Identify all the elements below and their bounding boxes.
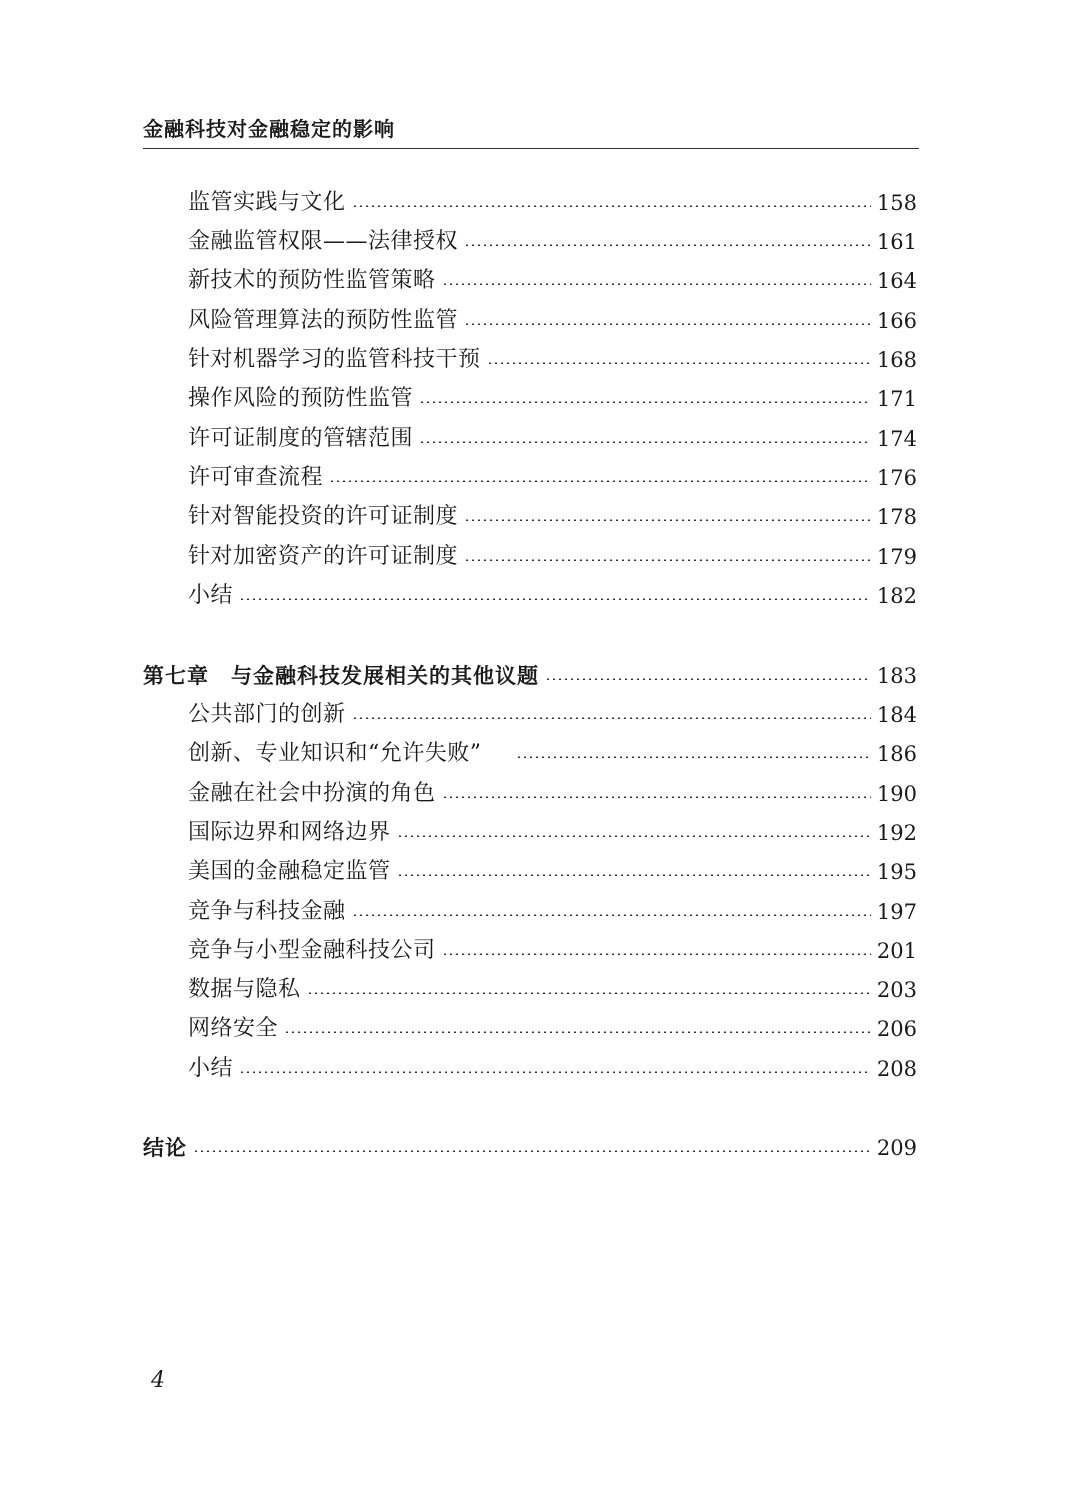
toc-entry[interactable] xyxy=(188,422,917,456)
dot-leader xyxy=(464,559,871,561)
toc-entry-title: 针对机器学习的监管科技干预 xyxy=(188,347,481,372)
toc-entry-title: 公共部门的创新 xyxy=(188,702,346,727)
toc-entry[interactable] xyxy=(188,895,917,929)
toc-entry-page: 201 xyxy=(876,939,917,963)
toc-entry-page: 171 xyxy=(876,387,917,411)
toc-entry-title: 小结 xyxy=(188,583,234,608)
page-number: 4 xyxy=(151,1368,165,1393)
toc-entry[interactable] xyxy=(188,855,917,889)
toc-entry[interactable] xyxy=(188,579,917,613)
dot-leader xyxy=(284,1031,871,1033)
toc-entry-title: 竞争与小型金融科技公司 xyxy=(188,938,436,963)
toc-entry-title: 网络安全 xyxy=(188,1016,279,1041)
toc-entry[interactable] xyxy=(188,934,917,968)
toc-entry-page: 209 xyxy=(876,1136,917,1160)
toc-entry-title: 数据与隐私 xyxy=(188,977,301,1002)
toc-entry[interactable] xyxy=(188,225,917,259)
toc-entry[interactable] xyxy=(188,186,917,220)
toc-entry-title: 竞争与科技金融 xyxy=(188,899,346,924)
toc-entry[interactable] xyxy=(188,264,917,298)
toc-entry-page: 186 xyxy=(876,742,917,766)
dot-leader xyxy=(464,244,871,246)
toc-entry-page: 166 xyxy=(876,309,917,333)
toc-entry-page: 178 xyxy=(876,505,917,529)
toc-entry-title: 新技术的预防性监管策略 xyxy=(188,268,436,293)
toc-entry[interactable] xyxy=(188,698,917,732)
toc-entry-title: 针对智能投资的许可证制度 xyxy=(188,504,459,529)
toc-entry-title: 风险管理算法的预防性监管 xyxy=(188,308,459,333)
running-title: 金融科技对金融稳定的影响 xyxy=(143,117,395,141)
toc-entry-title: 国际边界和网络边界 xyxy=(188,820,391,845)
toc-entry[interactable] xyxy=(188,973,917,1007)
dot-leader xyxy=(419,441,871,443)
toc-chapter-title: 结论 xyxy=(143,1136,187,1160)
header-rule xyxy=(143,148,919,149)
toc-entry-page: 174 xyxy=(876,427,917,451)
toc-chapter-entry[interactable] xyxy=(143,659,917,693)
dot-leader xyxy=(397,874,871,876)
dot-leader xyxy=(397,835,871,837)
toc-entry-title: 金融在社会中扮演的角色 xyxy=(188,781,436,806)
toc-entry-page: 182 xyxy=(876,584,917,608)
dot-leader xyxy=(239,598,871,600)
dot-leader xyxy=(464,323,871,325)
toc-entry-title: 小结 xyxy=(188,1056,234,1081)
toc-chapter-title: 第七章 与金融科技发展相关的其他议题 xyxy=(143,664,539,688)
toc-entry-page: 158 xyxy=(876,191,917,215)
toc-entry-page: 192 xyxy=(876,821,917,845)
toc-entry-page: 168 xyxy=(876,348,917,372)
toc-entry-page: 183 xyxy=(876,664,917,688)
toc-entry[interactable] xyxy=(188,737,917,771)
toc-entry-page: 208 xyxy=(876,1057,917,1081)
toc-entry-page: 197 xyxy=(876,900,917,924)
toc-entry-title: 美国的金融稳定监管 xyxy=(188,859,391,884)
toc-entry[interactable] xyxy=(188,540,917,574)
toc-entry-page: 176 xyxy=(876,466,917,490)
dot-leader xyxy=(545,678,871,680)
dot-leader xyxy=(442,283,871,285)
toc-entry[interactable] xyxy=(188,1052,917,1086)
toc-entry-page: 184 xyxy=(876,703,917,727)
toc-entry-page: 179 xyxy=(876,545,917,569)
toc-entry-page: 190 xyxy=(876,782,917,806)
toc-entry-page: 164 xyxy=(876,269,917,293)
dot-leader xyxy=(442,796,871,798)
toc-entry-title: 针对加密资产的许可证制度 xyxy=(188,544,459,569)
dot-leader xyxy=(487,362,871,364)
dot-leader xyxy=(352,205,871,207)
toc-entry[interactable] xyxy=(188,777,917,811)
dot-leader xyxy=(239,1071,871,1073)
toc-entry[interactable] xyxy=(188,1012,917,1046)
dot-leader xyxy=(442,953,871,955)
toc-entry[interactable] xyxy=(188,343,917,377)
toc-entry-title: 创新、专业知识和“允许失败” xyxy=(188,741,482,766)
toc-entry[interactable] xyxy=(188,304,917,338)
dot-leader xyxy=(193,1150,871,1152)
toc-entry[interactable] xyxy=(188,500,917,534)
dot-leader xyxy=(352,717,871,719)
toc-chapter-entry[interactable] xyxy=(143,1131,917,1165)
toc-entry-title: 操作风险的预防性监管 xyxy=(188,386,414,411)
dot-leader xyxy=(307,992,871,994)
toc-entry[interactable] xyxy=(188,461,917,495)
toc-entry-title: 监管实践与文化 xyxy=(188,190,346,215)
toc-entry-page: 195 xyxy=(876,860,917,884)
toc-entry[interactable] xyxy=(188,816,917,850)
toc-entry-title: 金融监管权限——法律授权 xyxy=(188,229,459,254)
toc-entry-title: 许可审查流程 xyxy=(188,465,324,490)
toc-entry-page: 203 xyxy=(876,978,917,1002)
dot-leader xyxy=(352,914,871,916)
dot-leader xyxy=(329,480,871,482)
toc-entry[interactable] xyxy=(188,382,917,416)
toc-entry-page: 161 xyxy=(876,230,917,254)
toc-entry-page: 206 xyxy=(876,1017,917,1041)
dot-leader xyxy=(464,519,871,521)
toc-entry-title: 许可证制度的管辖范围 xyxy=(188,426,414,451)
dot-leader xyxy=(419,401,871,403)
dot-leader xyxy=(516,756,871,758)
